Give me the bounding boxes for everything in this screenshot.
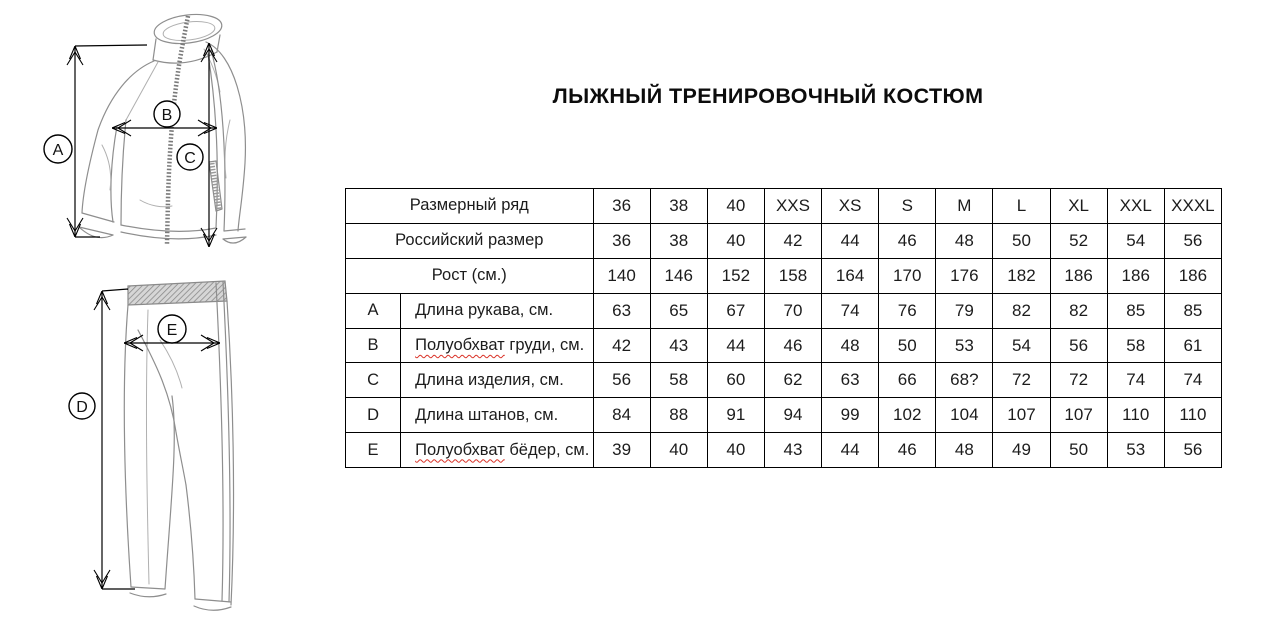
measure-letter: A xyxy=(346,293,401,328)
measure-label-d xyxy=(69,393,95,419)
size-cell: 82 xyxy=(1050,293,1107,328)
size-cell: 63 xyxy=(593,293,650,328)
size-cell: 40 xyxy=(650,433,707,468)
size-cell: 186 xyxy=(1107,258,1164,293)
size-cell: 107 xyxy=(993,398,1050,433)
measure-row xyxy=(346,398,1222,433)
size-cell: XXS xyxy=(764,189,821,224)
svg-text:A: A xyxy=(52,142,64,159)
size-cell: 146 xyxy=(650,258,707,293)
measure-label-a xyxy=(44,135,72,163)
header-row xyxy=(346,189,1222,224)
size-cell: 158 xyxy=(764,258,821,293)
measure-label-b xyxy=(154,101,180,127)
size-cell: 110 xyxy=(1164,398,1221,433)
size-cell: 104 xyxy=(936,398,993,433)
size-cell: 43 xyxy=(764,433,821,468)
size-cell: 74 xyxy=(1107,363,1164,398)
misspelled-word: Полуобхват xyxy=(415,336,505,354)
size-cell: 50 xyxy=(879,328,936,363)
svg-text:C: C xyxy=(184,150,196,167)
size-cell: L xyxy=(993,189,1050,224)
size-cell: 50 xyxy=(993,223,1050,258)
size-cell: 36 xyxy=(593,223,650,258)
measure-letter: E xyxy=(346,433,401,468)
size-cell: 56 xyxy=(1164,223,1221,258)
size-cell: 85 xyxy=(1107,293,1164,328)
size-cell: 53 xyxy=(936,328,993,363)
size-cell: 63 xyxy=(822,363,879,398)
dimension-d xyxy=(69,289,135,589)
size-cell: 39 xyxy=(593,433,650,468)
size-cell: 140 xyxy=(593,258,650,293)
measure-letter: B xyxy=(346,328,401,363)
size-cell: 102 xyxy=(879,398,936,433)
size-cell: 43 xyxy=(650,328,707,363)
size-cell: 84 xyxy=(593,398,650,433)
size-cell: S xyxy=(879,189,936,224)
size-cell: XS xyxy=(822,189,879,224)
size-cell: 50 xyxy=(1050,433,1107,468)
size-cell: XL xyxy=(1050,189,1107,224)
row-label: Полуобхват бёдер, см. xyxy=(401,433,593,468)
size-cell: 164 xyxy=(822,258,879,293)
size-cell: 186 xyxy=(1050,258,1107,293)
size-cell: 76 xyxy=(879,293,936,328)
size-cell: 40 xyxy=(707,189,764,224)
row-label: Длина рукава, см. xyxy=(401,293,593,328)
measure-row xyxy=(346,328,1222,363)
size-cell: 53 xyxy=(1107,433,1164,468)
size-cell: XXL xyxy=(1107,189,1164,224)
measure-row xyxy=(346,293,1222,328)
size-cell: 68? xyxy=(936,363,993,398)
header-row xyxy=(346,223,1222,258)
size-cell: M xyxy=(936,189,993,224)
dimension-c xyxy=(177,43,209,247)
size-cell: 67 xyxy=(707,293,764,328)
svg-text:B: B xyxy=(161,107,173,124)
dimension-e xyxy=(124,315,220,343)
row-label: Размерный ряд xyxy=(346,189,594,224)
measure-letter: C xyxy=(346,363,401,398)
size-cell: 58 xyxy=(1107,328,1164,363)
size-cell: 54 xyxy=(993,328,1050,363)
size-cell: 36 xyxy=(593,189,650,224)
size-cell: 85 xyxy=(1164,293,1221,328)
size-cell: 74 xyxy=(1164,363,1221,398)
size-cell: 110 xyxy=(1107,398,1164,433)
size-cell: XXXL xyxy=(1164,189,1221,224)
size-cell: 38 xyxy=(650,223,707,258)
size-cell: 182 xyxy=(993,258,1050,293)
size-cell: 40 xyxy=(707,223,764,258)
size-cell: 99 xyxy=(822,398,879,433)
page-title: ЛЫЖНЫЙ ТРЕНИРОВОЧНЫЙ КОСТЮМ xyxy=(552,84,984,108)
size-cell: 44 xyxy=(822,433,879,468)
size-cell: 56 xyxy=(1164,433,1221,468)
size-cell: 48 xyxy=(936,223,993,258)
size-cell: 48 xyxy=(822,328,879,363)
measure-label-c xyxy=(177,144,203,170)
size-cell: 79 xyxy=(936,293,993,328)
size-cell: 72 xyxy=(1050,363,1107,398)
size-cell: 42 xyxy=(764,223,821,258)
size-cell: 46 xyxy=(879,433,936,468)
size-cell: 44 xyxy=(707,328,764,363)
size-cell: 74 xyxy=(822,293,879,328)
row-label: Полуобхват груди, см. xyxy=(401,328,593,363)
measure-label-e xyxy=(158,315,186,343)
misspelled-word: Полуобхват xyxy=(415,440,505,459)
size-cell: 72 xyxy=(993,363,1050,398)
size-cell: 94 xyxy=(764,398,821,433)
measure-row xyxy=(346,363,1222,398)
row-label: Российский размер xyxy=(346,223,594,258)
measure-row xyxy=(346,433,1222,468)
size-cell: 52 xyxy=(1050,223,1107,258)
size-cell: 70 xyxy=(764,293,821,328)
size-cell: 58 xyxy=(650,363,707,398)
header-row xyxy=(346,258,1222,293)
size-cell: 186 xyxy=(1164,258,1221,293)
size-cell: 170 xyxy=(879,258,936,293)
row-label: Длина изделия, см. xyxy=(401,363,593,398)
size-cell: 65 xyxy=(650,293,707,328)
row-label: Длина штанов, см. xyxy=(401,398,593,433)
size-table-body xyxy=(346,189,1222,468)
size-cell: 40 xyxy=(707,433,764,468)
size-cell: 56 xyxy=(593,363,650,398)
jacket-pocket xyxy=(209,161,222,211)
dimension-b xyxy=(112,101,217,128)
size-cell: 42 xyxy=(593,328,650,363)
size-cell: 48 xyxy=(936,433,993,468)
svg-text:D: D xyxy=(76,399,88,416)
garment-diagram xyxy=(20,0,350,630)
size-cell: 176 xyxy=(936,258,993,293)
size-cell: 60 xyxy=(707,363,764,398)
size-cell: 62 xyxy=(764,363,821,398)
row-label: Рост (см.) xyxy=(346,258,594,293)
size-cell: 49 xyxy=(993,433,1050,468)
size-cell: 46 xyxy=(764,328,821,363)
size-cell: 107 xyxy=(1050,398,1107,433)
svg-text:E: E xyxy=(166,322,178,339)
size-cell: 38 xyxy=(650,189,707,224)
size-cell: 56 xyxy=(1050,328,1107,363)
size-cell: 44 xyxy=(822,223,879,258)
size-cell: 82 xyxy=(993,293,1050,328)
size-cell: 88 xyxy=(650,398,707,433)
size-cell: 152 xyxy=(707,258,764,293)
size-table xyxy=(345,188,1222,468)
size-cell: 66 xyxy=(879,363,936,398)
size-cell: 61 xyxy=(1164,328,1221,363)
size-cell: 46 xyxy=(879,223,936,258)
size-cell: 91 xyxy=(707,398,764,433)
measure-letter: D xyxy=(346,398,401,433)
size-cell: 54 xyxy=(1107,223,1164,258)
